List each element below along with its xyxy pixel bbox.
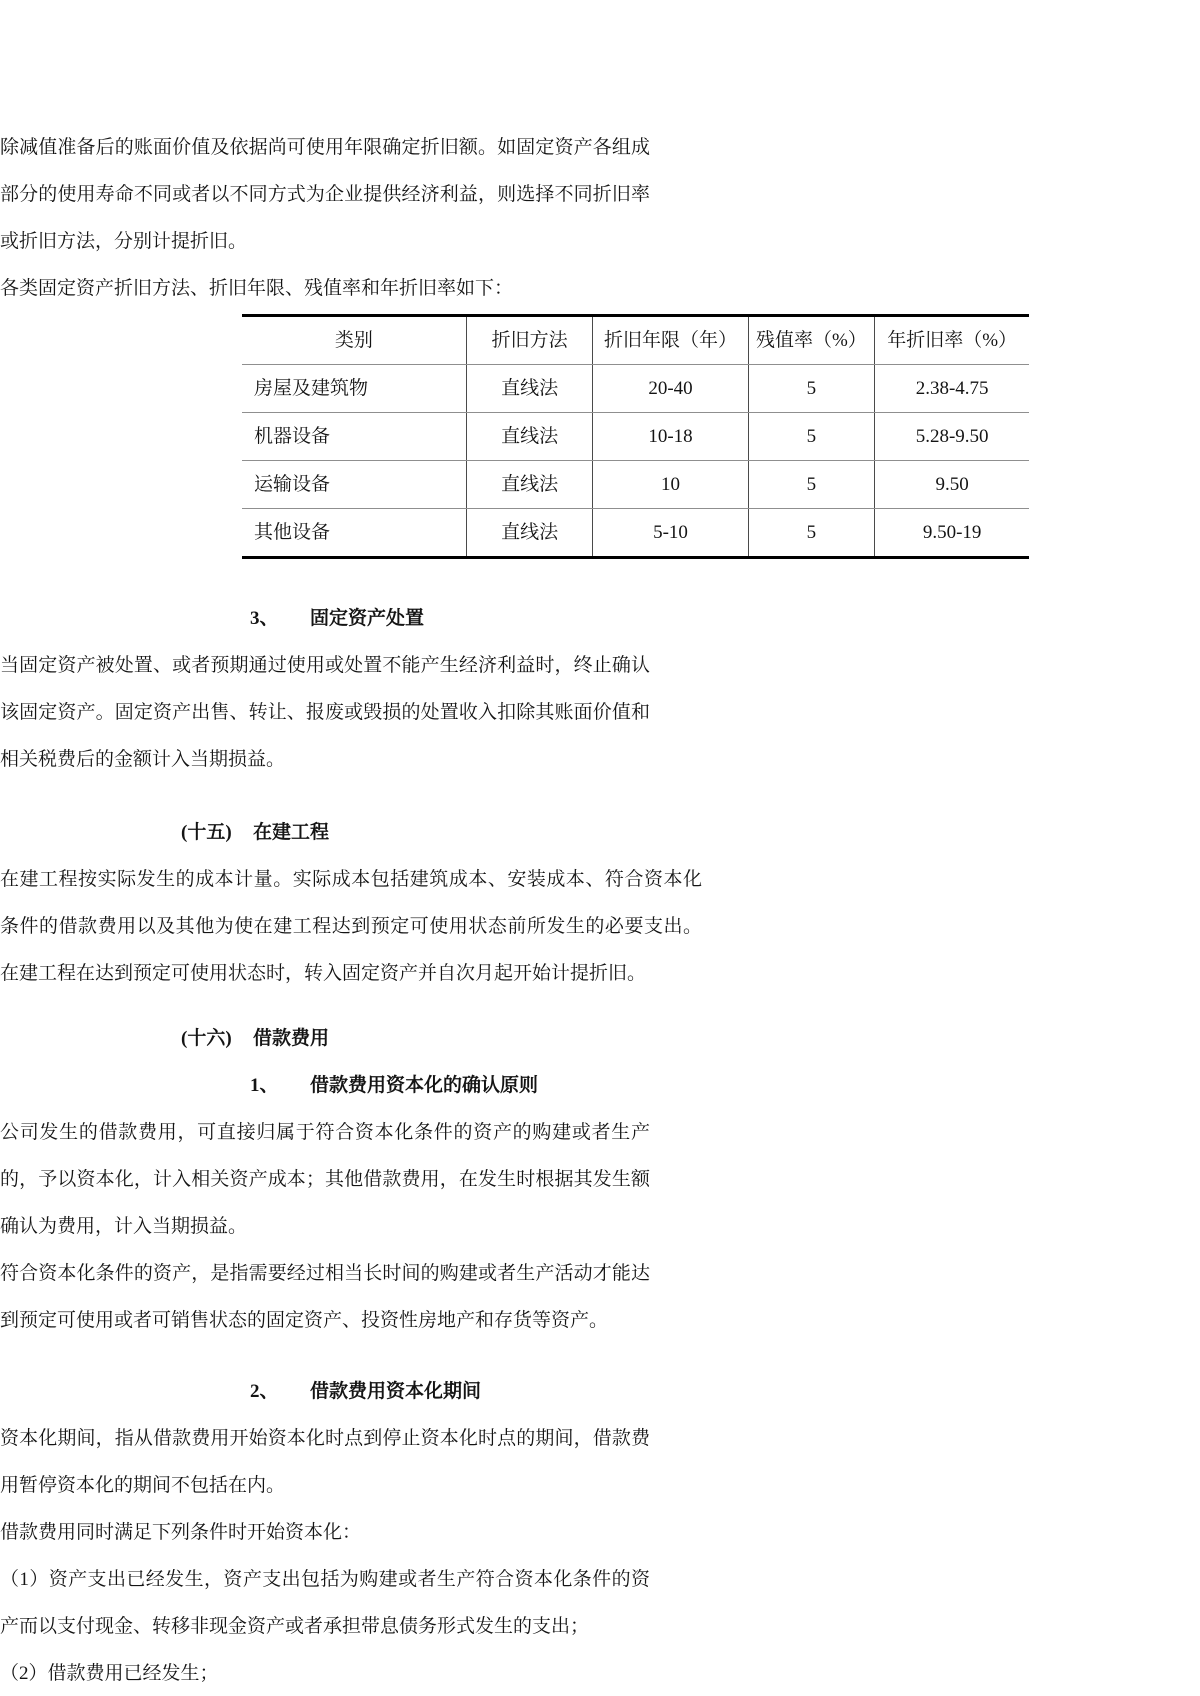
table-cell: 5-10 [593, 509, 748, 558]
table-cell: 5.28-9.50 [875, 413, 1029, 461]
table-row [242, 509, 1029, 558]
table-cell: 9.50 [875, 461, 1029, 509]
table-header-cell: 折旧方法 [466, 316, 593, 365]
table-row [242, 461, 1029, 509]
table-cell: 直线法 [466, 413, 593, 461]
section3-heading [0, 595, 1200, 642]
table-header-cell: 类别 [242, 316, 466, 365]
table-cell: 9.50-19 [875, 509, 1029, 558]
table-row [242, 413, 1029, 461]
table-cell: 机器设备 [242, 413, 466, 461]
table-cell: 直线法 [466, 461, 593, 509]
section16-sub1-paragraph-1: 公司发生的借款费用，可直接归属于符合资本化条件的资产的购建或者生产的，予以资本化，计入相关资产成本；其他借款费用，在发生时根据其发生额确认为费用，计入当期损益。 [0, 1122, 650, 1237]
section16-sub1-number: 1、 [250, 1075, 279, 1096]
table-header-cell: 折旧年限（年） [593, 316, 748, 365]
section16-number: (十六) [181, 1028, 232, 1049]
section16-sub2-paragraph-2: 借款费用同时满足下列条件时开始资本化： [0, 1522, 362, 1543]
section16-sub1-title: 借款费用资本化的确认原则 [310, 1075, 539, 1096]
section16-sub2-number: 2、 [250, 1381, 279, 1402]
section15-title: 在建工程 [253, 822, 330, 843]
table-header-row [242, 316, 1029, 365]
table-cell: 5 [748, 509, 875, 558]
section16-sub2-item-1: （1）资产支出已经发生，资产支出包括为购建或者生产符合资本化条件的资产而以支付现金、转移非现金资产或者承担带息债务形式发生的支出； [0, 1569, 650, 1637]
section15-heading [0, 809, 1200, 856]
intro-paragraph: 除减值准备后的账面价值及依据尚可使用年限确定折旧额。如固定资产各组成部分的使用寿命不同或者以不同方式为企业提供经济利益，则选择不同折旧率或折旧方法，分别计提折旧。 [0, 137, 650, 252]
section3-title: 固定资产处置 [310, 608, 425, 629]
table-cell: 其他设备 [254, 522, 331, 543]
section15-paragraph: 在建工程按实际发生的成本计量。实际成本包括建筑成本、安装成本、符合资本化条件的借款费用以及其他为使在建工程达到预定可使用状态前所发生的必要支出。在建工程在达到预定可使用状态时，转入固定资产并自次月起开始计提折旧。 [0, 869, 702, 984]
table-header-cell: 年折旧率（%） [875, 316, 1029, 365]
table-intro: 各类固定资产折旧方法、折旧年限、残值率和年折旧率如下： [0, 278, 514, 299]
table-body [242, 365, 1029, 558]
table-cell: 5 [748, 413, 875, 461]
section16-title: 借款费用 [253, 1028, 330, 1049]
table-cell: 房屋及建筑物 [242, 365, 466, 413]
table-row [242, 365, 1029, 413]
table-cell: 2.38-4.75 [875, 365, 1029, 413]
depreciation-table-wrap [242, 314, 1029, 559]
table-cell: 10-18 [593, 413, 748, 461]
section3-number: 3、 [250, 608, 279, 629]
section16-sub2-item-2: （2）借款费用已经发生； [0, 1663, 219, 1684]
section16-sub2-title: 借款费用资本化期间 [310, 1381, 482, 1402]
table-cell: 20-40 [593, 365, 748, 413]
section16-sub2-paragraph-1: 资本化期间，指从借款费用开始资本化时点到停止资本化时点的期间，借款费用暂停资本化的期间不包括在内。 [0, 1428, 650, 1496]
table-cell: 5 [748, 461, 875, 509]
depreciation-table [242, 314, 1029, 559]
section16-sub1-paragraph-2: 符合资本化条件的资产，是指需要经过相当长时间的购建或者生产活动才能达到预定可使用或者可销售状态的固定资产、投资性房地产和存货等资产。 [0, 1263, 650, 1331]
section16-sub2-heading [0, 1368, 1200, 1415]
table-cell: 直线法 [466, 509, 593, 558]
table-header-cell: 残值率（%） [748, 316, 875, 365]
table-cell: 运输设备 [242, 461, 466, 509]
table-cell: 直线法 [466, 365, 593, 413]
section16-sub1-heading [0, 1062, 1200, 1109]
table-cell: 5 [748, 365, 875, 413]
section3-paragraph: 当固定资产被处置、或者预期通过使用或处置不能产生经济利益时，终止确认该固定资产。固定资产出售、转让、报废或毁损的处置收入扣除其账面价值和相关税费后的金额计入当期损益。 [0, 655, 650, 770]
section16-heading [0, 1015, 1200, 1062]
section15-number: (十五) [181, 822, 232, 843]
table-cell: 10 [593, 461, 748, 509]
